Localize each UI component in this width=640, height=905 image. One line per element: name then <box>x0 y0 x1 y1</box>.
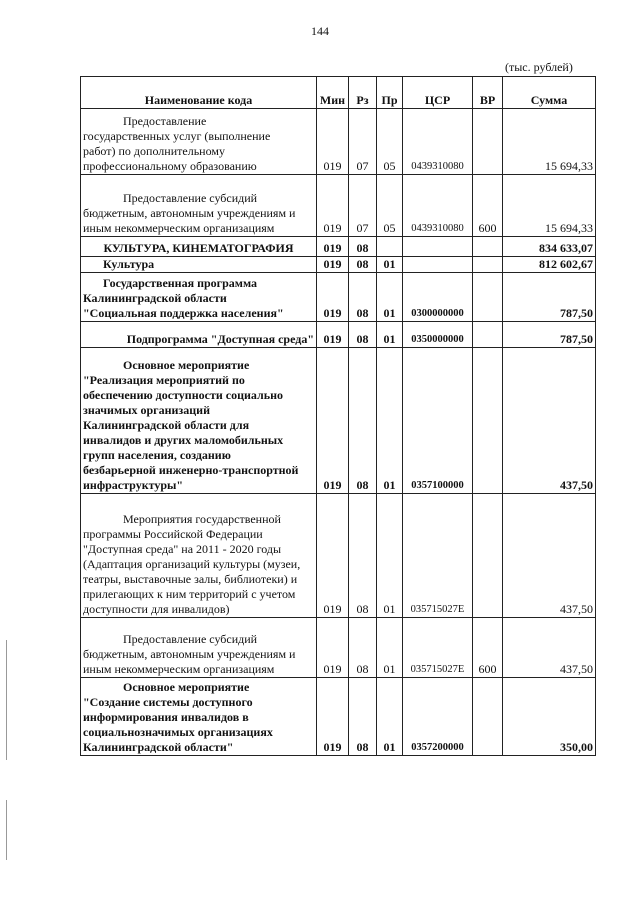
table-row <box>81 109 596 175</box>
row-vr <box>473 237 503 257</box>
table-row <box>81 618 596 678</box>
row-min: 019 <box>317 494 349 618</box>
table-row <box>81 273 596 322</box>
row-vr <box>473 494 503 618</box>
row-name: Предоставление государственных услуг (выполнение работ) по дополнительному профессиональному образованию <box>81 109 317 175</box>
row-pr: 05 <box>377 175 403 237</box>
row-vr <box>473 348 503 494</box>
table-row <box>81 322 596 348</box>
header-min: Мин <box>317 77 349 109</box>
row-sum: 787,50 <box>503 322 596 348</box>
row-pr: 01 <box>377 322 403 348</box>
row-min: 019 <box>317 618 349 678</box>
header-sum: Сумма <box>503 77 596 109</box>
row-pr: 01 <box>377 678 403 756</box>
row-rz: 08 <box>349 494 377 618</box>
row-sum: 834 633,07 <box>503 237 596 257</box>
row-vr <box>473 678 503 756</box>
table-header-row <box>81 77 596 109</box>
row-rz: 07 <box>349 175 377 237</box>
row-pr: 01 <box>377 348 403 494</box>
units-label: (тыс. рублей) <box>505 60 573 74</box>
row-name: Предоставление субсидий бюджетным, автономным учреждениям и иным некоммерческим организациям <box>81 175 317 237</box>
header-csr: ЦСР <box>403 77 473 109</box>
row-name: Предоставление субсидий бюджетным, автономным учреждениям и иным некоммерческим организациям <box>81 618 317 678</box>
row-name: Государственная программа Калининградской области "Социальная поддержка населения" <box>81 273 317 322</box>
row-rz: 08 <box>349 348 377 494</box>
row-name: Подпрограмма "Доступная среда" <box>81 322 317 348</box>
table-row <box>81 678 596 756</box>
row-csr <box>403 237 473 257</box>
row-pr: 05 <box>377 109 403 175</box>
row-name: Основное мероприятие "Создание системы доступного информирования инвалидов в социальнозначимых организациях Калининградской области" <box>81 678 317 756</box>
row-rz: 08 <box>349 257 377 273</box>
table-row <box>81 257 596 273</box>
row-sum: 15 694,33 <box>503 175 596 237</box>
row-rz: 08 <box>349 618 377 678</box>
row-pr <box>377 237 403 257</box>
row-sum: 15 694,33 <box>503 109 596 175</box>
table-row <box>81 348 596 494</box>
row-csr: 035715027E <box>403 494 473 618</box>
row-csr <box>403 257 473 273</box>
row-csr: 0300000000 <box>403 273 473 322</box>
row-rz: 08 <box>349 273 377 322</box>
row-sum: 350,00 <box>503 678 596 756</box>
row-min: 019 <box>317 273 349 322</box>
row-vr <box>473 109 503 175</box>
row-csr: 0439310080 <box>403 109 473 175</box>
row-min: 019 <box>317 175 349 237</box>
row-rz: 08 <box>349 322 377 348</box>
row-vr <box>473 273 503 322</box>
row-sum: 437,50 <box>503 494 596 618</box>
row-min: 019 <box>317 109 349 175</box>
row-csr: 0357100000 <box>403 348 473 494</box>
row-pr: 01 <box>377 273 403 322</box>
row-name: Культура <box>81 257 317 273</box>
row-vr: 600 <box>473 618 503 678</box>
row-pr: 01 <box>377 494 403 618</box>
row-vr: 600 <box>473 175 503 237</box>
table-row <box>81 237 596 257</box>
header-rz: Рз <box>349 77 377 109</box>
row-rz: 08 <box>349 237 377 257</box>
row-sum: 437,50 <box>503 618 596 678</box>
row-min: 019 <box>317 348 349 494</box>
row-csr: 0357200000 <box>403 678 473 756</box>
row-sum: 787,50 <box>503 273 596 322</box>
row-csr: 035715027E <box>403 618 473 678</box>
page-number: 144 <box>311 24 329 38</box>
row-sum: 812 602,67 <box>503 257 596 273</box>
row-pr: 01 <box>377 257 403 273</box>
row-min: 019 <box>317 257 349 273</box>
row-sum: 437,50 <box>503 348 596 494</box>
header-vr: ВР <box>473 77 503 109</box>
row-csr: 0350000000 <box>403 322 473 348</box>
header-name: Наименование кода <box>81 77 317 109</box>
row-csr: 0439310080 <box>403 175 473 237</box>
table-row <box>81 175 596 237</box>
row-min: 019 <box>317 237 349 257</box>
row-vr <box>473 257 503 273</box>
row-name: Мероприятия государственной программы Российской Федерации "Доступная среда" на 2011 - 2020 годы (Адаптация организаций культуры (музеи, театры, выставочные залы, библиотеки) и прилегающих к ним территорий с учетом доступности для инвалидов) <box>81 494 317 618</box>
margin-mark <box>6 800 7 860</box>
row-min: 019 <box>317 678 349 756</box>
budget-table <box>80 76 596 756</box>
margin-mark <box>6 640 7 760</box>
row-vr <box>473 322 503 348</box>
row-rz: 07 <box>349 109 377 175</box>
row-min: 019 <box>317 322 349 348</box>
row-rz: 08 <box>349 678 377 756</box>
row-name: КУЛЬТУРА, КИНЕМАТОГРАФИЯ <box>81 237 317 257</box>
row-pr: 01 <box>377 618 403 678</box>
row-name: Основное мероприятие "Реализация мероприятий по обеспечению доступности социально значимых организаций Калининградской области для инвалидов и других маломобильных групп населения, созданию безбарьерной инженерно-транспортной инфраструктуры" <box>81 348 317 494</box>
header-pr: Пр <box>377 77 403 109</box>
table-row <box>81 494 596 618</box>
